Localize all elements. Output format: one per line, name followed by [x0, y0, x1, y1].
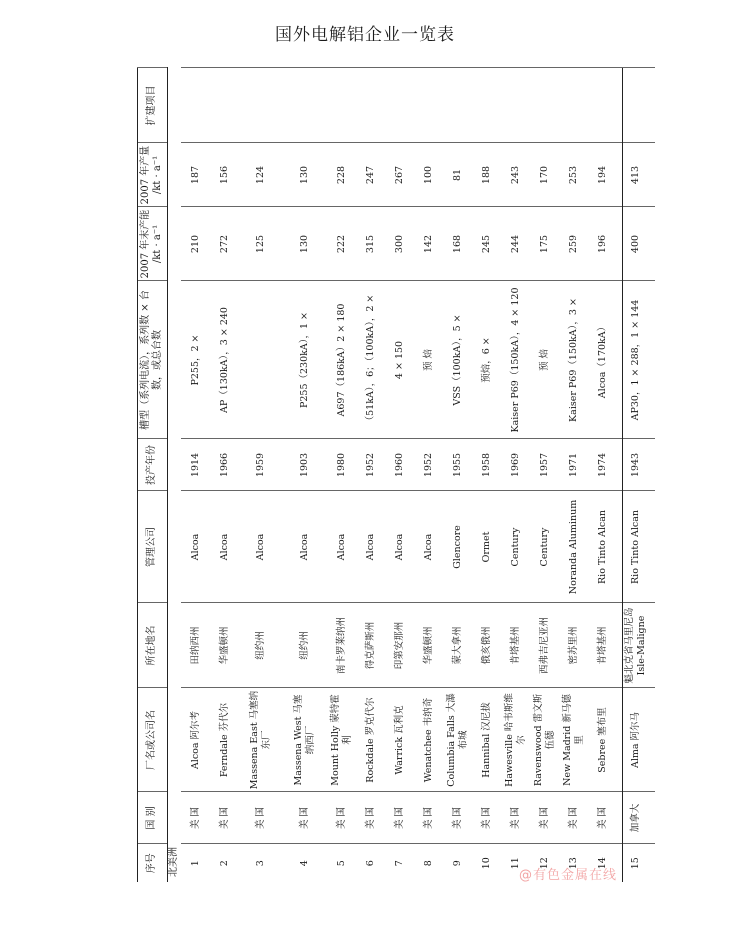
row-capacity: 168 — [443, 207, 472, 281]
row-year: 1980 — [327, 439, 356, 491]
header-year: 投产年份 — [137, 439, 167, 491]
row-expansion — [239, 68, 283, 143]
row-company: Noranda Aluminum — [559, 491, 588, 603]
row-number: 11 — [501, 844, 530, 882]
table-row — [239, 68, 283, 882]
row-expansion — [501, 68, 530, 143]
table-row — [443, 68, 472, 882]
header-expansion: 扩建项目 — [137, 68, 167, 143]
row-location: 得克萨斯州 — [356, 603, 385, 688]
row-expansion — [385, 68, 414, 143]
row-company: Alcoa — [210, 491, 239, 603]
table-row — [501, 68, 530, 882]
row-capacity: 125 — [239, 207, 283, 281]
header-output: 2007 年产量 /kt · a⁻¹ — [137, 143, 167, 207]
row-number: 9 — [443, 844, 472, 882]
row-location: 肯塔基州 — [588, 603, 617, 688]
row-year: 1974 — [588, 439, 617, 491]
row-name: Columbia Falls 大瀑布城 — [443, 688, 472, 792]
row-name: Hannibal 汉尼拔 — [472, 688, 501, 792]
section-row — [167, 68, 181, 882]
table-row — [472, 68, 501, 882]
row-company: Alcoa — [239, 491, 283, 603]
row-cell-type: VSS（100kA），5 × — [443, 281, 472, 439]
row-company: Alcoa — [327, 491, 356, 603]
row-output: 130 — [283, 143, 327, 207]
row-name: Mount Holly 蒙特霍利 — [327, 688, 356, 792]
row-cell-type: Kaiser P69（150kA），3 × — [559, 281, 588, 439]
row-name: New Madrid 新马德里 — [559, 688, 588, 792]
row-cell-type: Alcoa（170kA） — [588, 281, 617, 439]
row-output: 247 — [356, 143, 385, 207]
row-country: 美 国 — [210, 792, 239, 844]
row-year: 1914 — [181, 439, 210, 491]
page-title: 国外电解铝企业一览表 — [275, 25, 455, 45]
row-year: 1957 — [530, 439, 559, 491]
rotated-table-wrapper — [137, 68, 647, 882]
row-expansion — [472, 68, 501, 143]
row-location: 西弗吉尼亚州 — [530, 603, 559, 688]
row-country: 美 国 — [239, 792, 283, 844]
row-capacity: 210 — [181, 207, 210, 281]
row-number: 6 — [356, 844, 385, 882]
row-number: 2 — [210, 844, 239, 882]
row-expansion — [559, 68, 588, 143]
row-location: 田纳西州 — [181, 603, 210, 688]
row-output: 243 — [501, 143, 530, 207]
row-year: 1959 — [239, 439, 283, 491]
row-country: 美 国 — [181, 792, 210, 844]
row-cell-type: 4 × 150 — [385, 281, 414, 439]
row-location: 南卡罗莱纳州 — [327, 603, 356, 688]
row-country: 美 国 — [356, 792, 385, 844]
row-number: 10 — [472, 844, 501, 882]
row-capacity: 222 — [327, 207, 356, 281]
row-country: 美 国 — [530, 792, 559, 844]
table-row — [210, 68, 239, 882]
table-row — [414, 68, 443, 882]
header-cell-type: 槽型（系列电流），系列数 × 台数，或总台数 — [137, 281, 167, 439]
row-location: 纽约州 — [239, 603, 283, 688]
row-country: 美 国 — [414, 792, 443, 844]
row-country: 美 国 — [283, 792, 327, 844]
row-country: 美 国 — [327, 792, 356, 844]
table-row — [385, 68, 414, 882]
header-company: 管理公司 — [137, 491, 167, 603]
row-company: Century — [530, 491, 559, 603]
header-country: 国 别 — [137, 792, 167, 844]
row-capacity: 272 — [210, 207, 239, 281]
row-output: 187 — [181, 143, 210, 207]
row-capacity: 400 — [617, 207, 655, 281]
watermark: @有色金属在线 — [519, 868, 618, 883]
row-number: 4 — [283, 844, 327, 882]
row-capacity: 175 — [530, 207, 559, 281]
row-year: 1969 — [501, 439, 530, 491]
row-output: 156 — [210, 143, 239, 207]
row-cell-type: P255（230kA），1 × — [283, 281, 327, 439]
row-capacity: 245 — [472, 207, 501, 281]
row-expansion — [210, 68, 239, 143]
row-company: Glencore — [443, 491, 472, 603]
row-location: 俄亥俄州 — [472, 603, 501, 688]
row-output: 188 — [472, 143, 501, 207]
row-company: Rio Tinto Alcan — [617, 491, 655, 603]
row-cell-type: AP（130kA），3 × 240 — [210, 281, 239, 439]
table-row — [283, 68, 327, 882]
row-output: 267 — [385, 143, 414, 207]
row-name: Hawesville 哈韦斯维尔 — [501, 688, 530, 792]
header-capacity: 2007 年末产能 /kt · a⁻¹ — [137, 207, 167, 281]
row-number: 15 — [617, 844, 655, 882]
row-country: 加拿大 — [617, 792, 655, 844]
table-row — [559, 68, 588, 882]
row-country: 美 国 — [385, 792, 414, 844]
row-output: 253 — [559, 143, 588, 207]
row-year: 1955 — [443, 439, 472, 491]
table-row — [181, 68, 210, 882]
row-name: Sebree 塞布里 — [588, 688, 617, 792]
row-expansion — [327, 68, 356, 143]
row-cell-type: 预 焙 — [414, 281, 443, 439]
row-output: 124 — [239, 143, 283, 207]
row-output: 100 — [414, 143, 443, 207]
section-label: 北美洲 — [168, 847, 180, 877]
row-location: 蒙大拿州 — [443, 603, 472, 688]
row-capacity: 244 — [501, 207, 530, 281]
row-output: 194 — [588, 143, 617, 207]
row-output: 228 — [327, 143, 356, 207]
row-name: Massena West 马塞纳西厂 — [283, 688, 327, 792]
row-year: 1960 — [385, 439, 414, 491]
header-row — [137, 68, 167, 882]
row-location: 华盛顿州 — [414, 603, 443, 688]
row-expansion — [443, 68, 472, 143]
row-capacity: 142 — [414, 207, 443, 281]
row-company: Alcoa — [181, 491, 210, 603]
row-company: Rio Tinto Alcan — [588, 491, 617, 603]
row-company: Ormet — [472, 491, 501, 603]
row-cell-type: P255，2 × — [181, 281, 210, 439]
row-expansion — [530, 68, 559, 143]
row-capacity: 300 — [385, 207, 414, 281]
row-number: 13 — [559, 844, 588, 882]
row-location: 密苏里州 — [559, 603, 588, 688]
row-country: 美 国 — [559, 792, 588, 844]
row-country: 美 国 — [443, 792, 472, 844]
row-location: 魁北克省马里尼岛 Isle-Maligne — [617, 603, 655, 688]
row-number: 5 — [327, 844, 356, 882]
row-name: Alma 阿尔马 — [617, 688, 655, 792]
row-output: 170 — [530, 143, 559, 207]
row-expansion — [181, 68, 210, 143]
header-no: 序号 — [137, 844, 167, 882]
row-year: 1971 — [559, 439, 588, 491]
row-cell-type: 预 焙 — [530, 281, 559, 439]
row-expansion — [283, 68, 327, 143]
table-row — [327, 68, 356, 882]
row-capacity: 315 — [356, 207, 385, 281]
table-row — [588, 68, 617, 882]
row-location: 肯塔基州 — [501, 603, 530, 688]
row-location: 华盛顿州 — [210, 603, 239, 688]
row-number: 7 — [385, 844, 414, 882]
table-row — [356, 68, 385, 882]
row-expansion — [588, 68, 617, 143]
row-number: 12 — [530, 844, 559, 882]
header-location: 所在地名 — [137, 603, 167, 688]
row-name: Ravenswood 雷文斯伍德 — [530, 688, 559, 792]
row-year: 1903 — [283, 439, 327, 491]
row-cell-type: （51kA），6；（100kA），2 × — [356, 281, 385, 439]
row-name: Wenatchee 韦纳奇 — [414, 688, 443, 792]
row-number: 8 — [414, 844, 443, 882]
row-name: Alcoa 阿尔考 — [181, 688, 210, 792]
row-number: 1 — [181, 844, 210, 882]
row-country: 美 国 — [472, 792, 501, 844]
data-table — [137, 68, 655, 883]
row-year: 1952 — [414, 439, 443, 491]
row-company: Alcoa — [283, 491, 327, 603]
row-company: Alcoa — [356, 491, 385, 603]
header-name: 厂名或公司名 — [137, 688, 167, 792]
row-name: Warrick 瓦利克 — [385, 688, 414, 792]
row-year: 1958 — [472, 439, 501, 491]
row-location: 印第安那州 — [385, 603, 414, 688]
row-number: 14 — [588, 844, 617, 882]
row-year: 1943 — [617, 439, 655, 491]
row-year: 1966 — [210, 439, 239, 491]
row-cell-type: Kaiser P69（150kA），4 × 120 — [501, 281, 530, 439]
row-cell-type: 预焙，6 × — [472, 281, 501, 439]
row-country: 美 国 — [588, 792, 617, 844]
row-company: Alcoa — [385, 491, 414, 603]
row-company: Century — [501, 491, 530, 603]
table-row — [530, 68, 559, 882]
row-location: 纽约州 — [283, 603, 327, 688]
table-row — [617, 68, 655, 882]
row-capacity: 196 — [588, 207, 617, 281]
row-name: Ferndale 芬代尔 — [210, 688, 239, 792]
row-country: 美 国 — [501, 792, 530, 844]
row-number: 3 — [239, 844, 283, 882]
row-cell-type: AP30，1 × 288，1 × 144 — [617, 281, 655, 439]
row-capacity: 259 — [559, 207, 588, 281]
row-output: 81 — [443, 143, 472, 207]
row-cell-type — [239, 281, 283, 439]
row-name: Massena East 马塞纳东厂 — [239, 688, 283, 792]
row-cell-type: A697（186kA）2 × 180 — [327, 281, 356, 439]
row-expansion — [356, 68, 385, 143]
row-expansion — [414, 68, 443, 143]
row-output: 413 — [617, 143, 655, 207]
aluminum-smelter-table — [137, 68, 647, 882]
row-company: Alcoa — [414, 491, 443, 603]
row-name: Rockdale 罗克代尔 — [356, 688, 385, 792]
row-capacity: 130 — [283, 207, 327, 281]
row-expansion — [617, 68, 655, 143]
row-year: 1952 — [356, 439, 385, 491]
